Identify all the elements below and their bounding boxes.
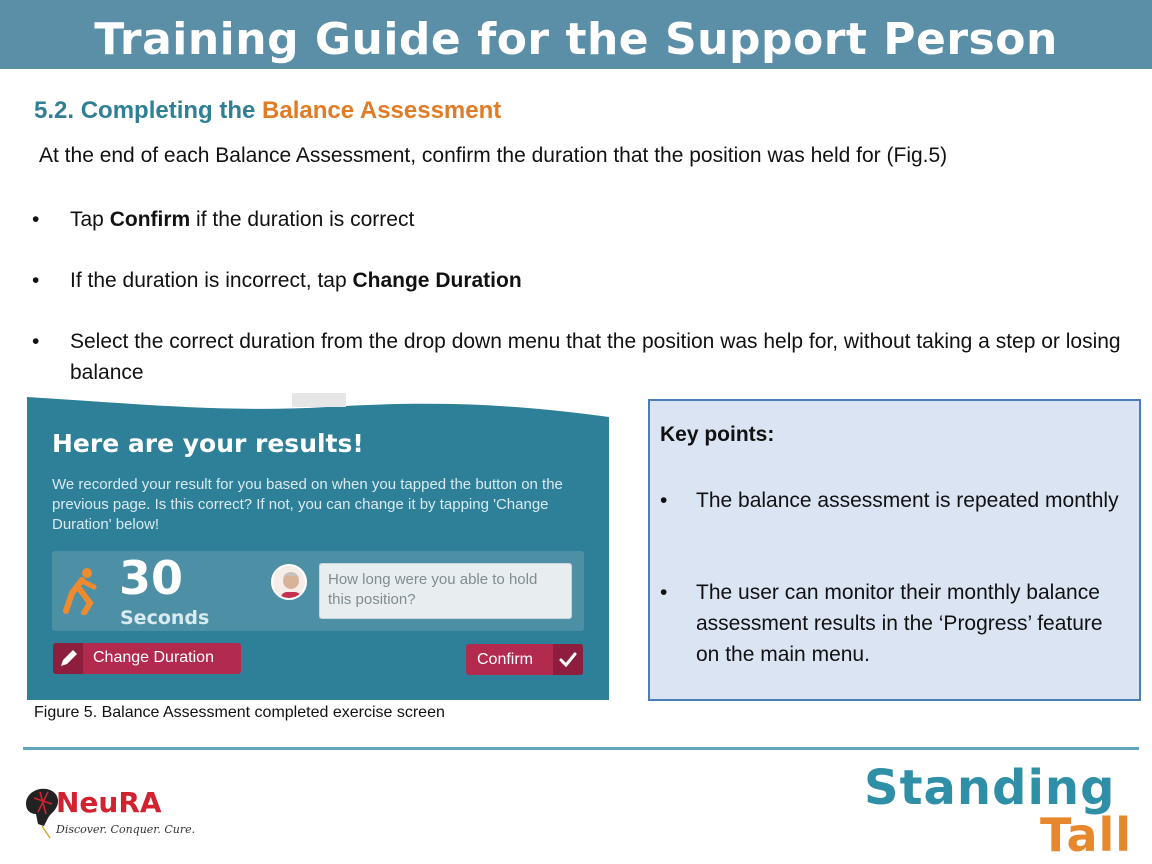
- results-description: We recorded your result for you based on when you tapped the button on the previous page. Is this correct? If not, you can change it by tapping 'Change Duration' below!: [52, 476, 563, 533]
- change-duration-label: Change Duration: [93, 649, 214, 666]
- header-banner: [0, 0, 1152, 69]
- page-title: Training Guide for the Support Person: [94, 14, 1058, 65]
- intro-text: At the end of each Balance Assessment, confirm the duration that the position was held for (Fig.5): [39, 144, 948, 167]
- person-icon: [273, 566, 307, 600]
- neura-tagline: Discover. Conquer. Cure.: [56, 823, 196, 836]
- coach-avatar: [271, 564, 307, 600]
- bullet-icon: •: [660, 581, 668, 604]
- results-title: Here are your results!: [52, 429, 364, 458]
- pencil-icon: [53, 643, 83, 674]
- figure-caption: Figure 5. Balance Assessment completed exercise screen: [34, 704, 445, 721]
- bullet-icon: •: [660, 489, 668, 512]
- bullet-icon: •: [32, 269, 40, 292]
- change-duration-button[interactable]: [53, 643, 241, 674]
- footer-divider: [23, 747, 1139, 750]
- key-points-box: [648, 399, 1141, 701]
- duration-question: How long were you able to hold this position?: [319, 563, 572, 619]
- key-point-text: The balance assessment is repeated monthly: [696, 489, 1119, 512]
- bullet-icon: •: [32, 208, 40, 231]
- instruction-bold: Confirm: [109, 208, 191, 231]
- instruction-text: Select the correct duration from the drop down menu that the position was help for, without taking a step or losing balance: [70, 330, 1121, 384]
- duration-value: 30: [119, 551, 184, 605]
- section-heading: [34, 97, 501, 125]
- key-point-item: [658, 485, 1128, 516]
- section-heading-highlight: Balance Assessment: [262, 97, 502, 124]
- instruction-text: Tap: [70, 208, 110, 231]
- confirm-label: Confirm: [477, 651, 534, 668]
- standing-tall-logo-line1: Standing: [864, 760, 1116, 816]
- runner-icon: [60, 565, 98, 615]
- instruction-bold: Change Duration: [352, 269, 522, 292]
- bullet-icon: •: [32, 330, 40, 353]
- key-point-item: [658, 577, 1128, 670]
- section-heading-prefix: 5.2. Completing the: [34, 97, 263, 124]
- instruction-item-confirm: [30, 204, 1130, 235]
- instruction-item-change: [30, 265, 1130, 296]
- neura-logo-text: NeuRA: [56, 786, 162, 819]
- results-screen-figure: [27, 393, 609, 700]
- instruction-text: If the duration is incorrect, tap: [70, 269, 353, 292]
- checkmark-icon: [553, 644, 583, 675]
- duration-unit: Seconds: [120, 607, 210, 629]
- key-points-title: Key points:: [660, 423, 775, 446]
- instruction-text: if the duration is correct: [190, 208, 415, 231]
- wave-decoration: [27, 393, 609, 433]
- result-panel: [52, 551, 584, 631]
- confirm-button[interactable]: [466, 644, 583, 675]
- key-point-text: The user can monitor their monthly balance assessment results in the ‘Progress’ feature on the main menu.: [696, 581, 1103, 666]
- standing-tall-logo-line2: Tall: [1040, 808, 1133, 862]
- instruction-item-select: [30, 326, 1130, 388]
